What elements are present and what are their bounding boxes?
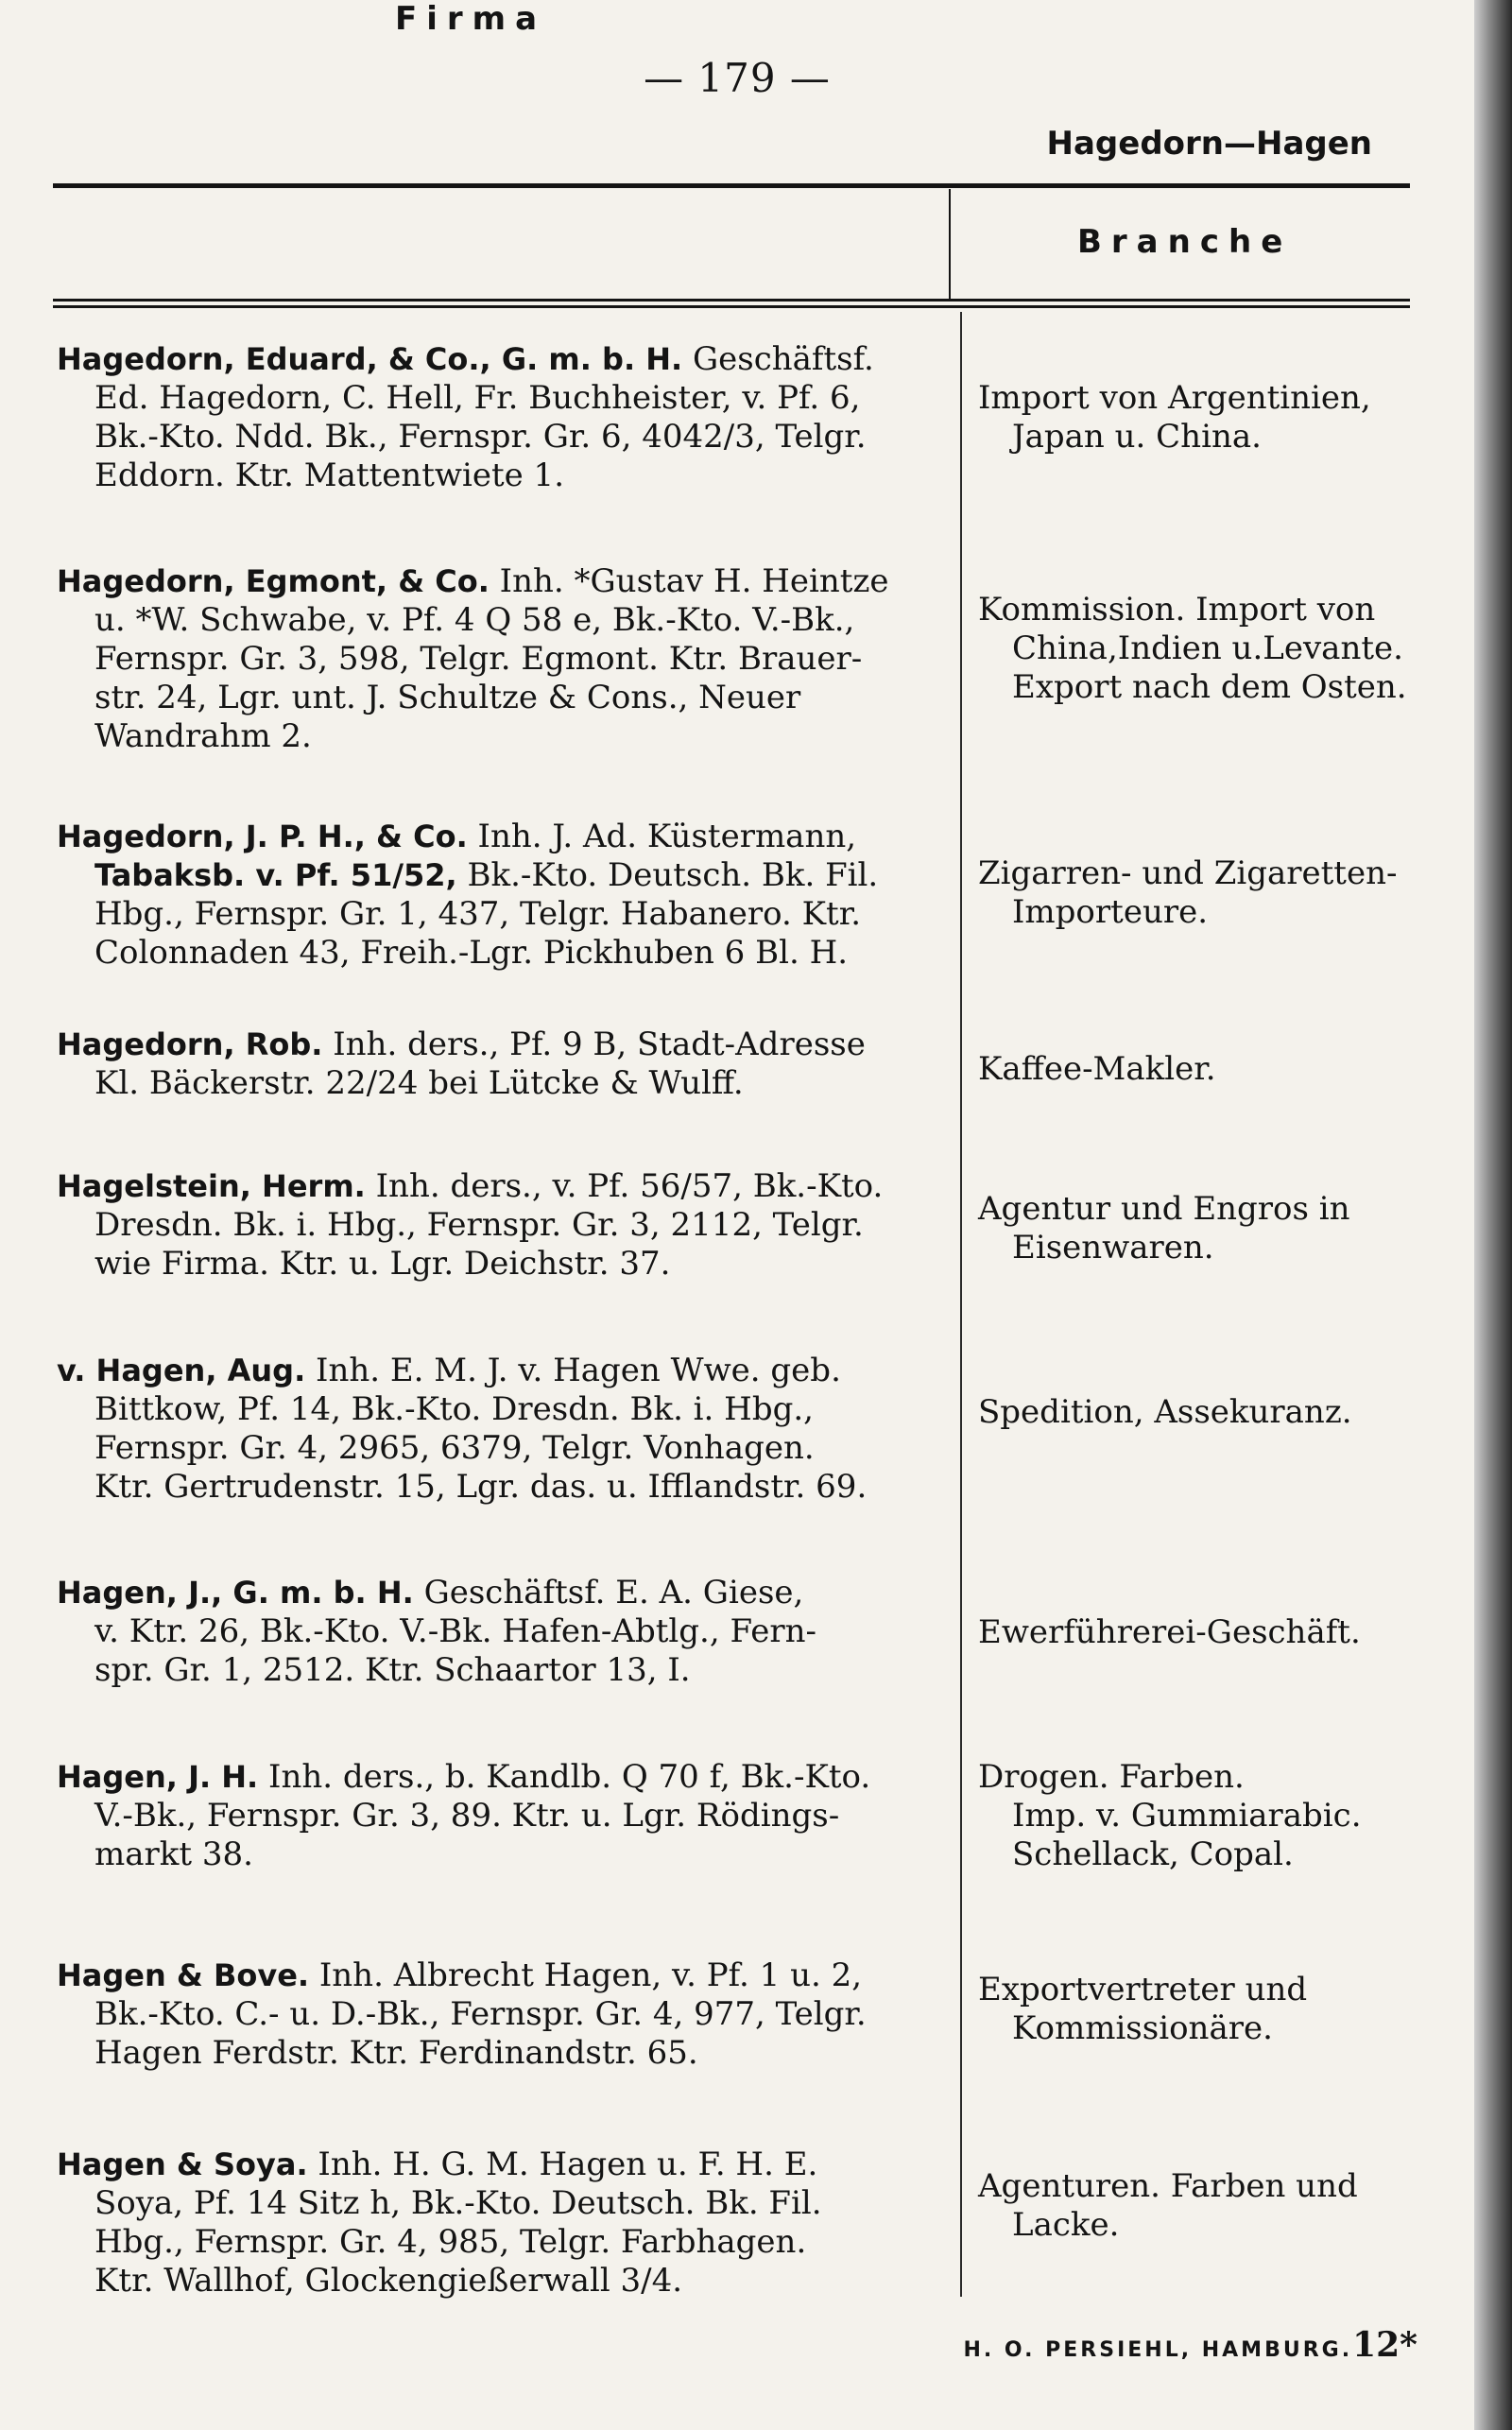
branche-line: Japan u. China.	[1012, 418, 1262, 456]
branche-text	[978, 2167, 1479, 2245]
firma-detail: Inh. *Gustav H. Heintze	[489, 562, 889, 600]
firma-detail: Colonnaden 43, Freih.-Lgr. Pickhuben 6 Bl. H.	[94, 934, 849, 972]
firma-detail: v. Ktr. 26, Bk.-Kto. V.-Bk. Hafen-Abtlg., Fern-	[94, 1612, 816, 1650]
firma-line	[57, 2184, 954, 2223]
branche-line: Zigarren- und Zigaretten-	[978, 854, 1398, 892]
firma-line	[57, 1574, 954, 1612]
firma-detail: Eddorn. Ktr. Mattentwiete 1.	[94, 457, 565, 494]
branche-line: Imp. v. Gummiarabic.	[1012, 1797, 1362, 1835]
firma-detail: Hbg., Fernspr. Gr. 4, 985, Telgr. Farbhagen.	[94, 2223, 807, 2261]
firma-text	[57, 1352, 954, 1507]
firma-line	[57, 1835, 954, 1874]
branche-text	[978, 1971, 1479, 2048]
firma-detail: Bk.-Kto. Deutsch. Bk. Fil.	[456, 856, 879, 894]
branche-text	[978, 1758, 1479, 1874]
firma-detail: Dresdn. Bk. i. Hbg., Fernspr. Gr. 3, 2112, Telgr.	[94, 1206, 864, 1244]
firma-detail: Bk.-Kto. C.- u. D.-Bk., Fernspr. Gr. 4, 977, Telgr.	[94, 1995, 867, 2033]
firma-text	[57, 562, 954, 756]
firma-detail: u. *W. Schwabe, v. Pf. 4 Q 58 e, Bk.-Kto. V.-Bk.,	[94, 601, 855, 639]
firm-name: v. Hagen, Aug.	[57, 1353, 306, 1388]
firma-detail: Geschäftsf. E. A. Giese,	[413, 1574, 804, 1611]
firma-line	[57, 340, 954, 379]
firma-detail: Ktr. Gertrudenstr. 15, Lgr. das. u. Ifflandstr. 69.	[94, 1468, 868, 1506]
firma-line	[57, 895, 954, 934]
firma-line	[57, 640, 954, 679]
firma-text	[57, 1758, 954, 1874]
firma-text	[57, 1167, 954, 1284]
branche-line: Lacke.	[1012, 2206, 1120, 2244]
firma-line	[57, 1995, 954, 2034]
firma-line	[57, 818, 954, 856]
firma-text	[57, 818, 954, 973]
column-header-firma: Firma	[395, 0, 547, 38]
branche-line: Spedition, Assekuranz.	[978, 1393, 1352, 1431]
branche-line: Ewerführerei-Geschäft.	[978, 1613, 1361, 1651]
column-divider-top	[949, 189, 951, 301]
firma-line	[57, 1758, 954, 1797]
firma-line	[57, 717, 954, 756]
branche-line: Eisenwaren.	[1012, 1229, 1214, 1267]
firma-detail: Bittkow, Pf. 14, Bk.-Kto. Dresdn. Bk. i. Hbg.,	[94, 1390, 814, 1428]
branche-line: Exportvertreter und	[978, 1971, 1308, 2008]
branche-line: Kaffee-Makler.	[978, 1050, 1216, 1088]
firma-line	[57, 1651, 954, 1690]
firm-name: Hagen, J., G. m. b. H.	[57, 1575, 414, 1611]
firma-detail: Inh. ders., Pf. 9 B, Stadt-Adresse	[322, 1025, 866, 1063]
firm-name: Hagedorn, Eduard, & Co., G. m. b. H.	[57, 341, 683, 377]
branche-line: Drogen. Farben.	[978, 1758, 1245, 1796]
firma-line	[57, 1429, 954, 1468]
firma-detail: Soya, Pf. 14 Sitz h, Bk.-Kto. Deutsch. Bk. Fil.	[94, 2184, 822, 2222]
firma-line	[57, 2223, 954, 2262]
firma-detail: Inh. E. M. J. v. Hagen Wwe. geb.	[305, 1352, 841, 1389]
firma-detail: Inh. ders., v. Pf. 56/57, Bk.-Kto.	[365, 1167, 884, 1205]
firm-name: Hagen & Bove.	[57, 1957, 310, 1993]
firm-name: Hagedorn, Egmont, & Co.	[57, 563, 490, 599]
firma-detail: Inh. J. Ad. Küstermann,	[467, 818, 857, 855]
firma-line	[57, 2146, 954, 2184]
firma-line	[57, 1956, 954, 1995]
firma-detail: markt 38.	[94, 1835, 253, 1873]
firma-line	[57, 856, 954, 895]
firma-detail: Hbg., Fernspr. Gr. 1, 437, Telgr. Habanero. Ktr.	[94, 895, 862, 933]
firma-detail: Fernspr. Gr. 4, 2965, 6379, Telgr. Vonhagen.	[94, 1429, 815, 1467]
firma-detail: Wandrahm 2.	[94, 717, 312, 755]
branche-line: Importeure.	[1012, 893, 1209, 931]
firma-line	[57, 2262, 954, 2301]
firma-line	[57, 562, 954, 601]
branche-text	[978, 1050, 1479, 1089]
branche-line: Kommissionäre.	[1012, 2009, 1273, 2047]
firma-detail: V.-Bk., Fernspr. Gr. 3, 89. Ktr. u. Lgr. Rödings-	[94, 1797, 840, 1835]
header-rule	[53, 183, 1410, 188]
branche-text	[978, 379, 1479, 457]
firma-line	[57, 2034, 954, 2073]
firma-line	[57, 679, 954, 717]
firma-detail: str. 24, Lgr. unt. J. Schultze & Cons., Neuer	[94, 679, 801, 716]
branche-text	[978, 1393, 1479, 1432]
firm-name: Hagedorn, Rob.	[57, 1026, 323, 1062]
firma-line	[57, 934, 954, 973]
firma-detail: Hagen Ferdstr. Ktr. Ferdinandstr. 65.	[94, 2034, 698, 2072]
page-number: — 179 —	[644, 55, 831, 101]
column-header-branche: Branche	[1077, 223, 1293, 261]
column-divider	[960, 312, 962, 2297]
firma-text	[57, 1956, 954, 2073]
firma-line	[57, 1025, 954, 1064]
firma-line	[57, 1245, 954, 1284]
firma-detail: Bk.-Kto. Ndd. Bk., Fernspr. Gr. 6, 4042/3, Telgr.	[94, 418, 867, 456]
firma-line	[57, 1352, 954, 1390]
firma-text	[57, 1574, 954, 1690]
firma-line	[57, 1064, 954, 1103]
firma-detail: Fernspr. Gr. 3, 598, Telgr. Egmont. Ktr. Brauer-	[94, 640, 863, 678]
firma-detail: Ed. Hagedorn, C. Hell, Fr. Buchheister, v. Pf. 6,	[94, 379, 861, 417]
running-head: Hagedorn—Hagen	[1046, 125, 1372, 163]
branche-text	[978, 1190, 1479, 1267]
firm-name: Hagen, J. H.	[57, 1759, 259, 1795]
firma-text	[57, 340, 954, 495]
firma-line	[57, 1206, 954, 1245]
firma-line	[57, 379, 954, 418]
firma-text	[57, 1025, 954, 1103]
branche-line: Agentur und Engros in	[978, 1190, 1350, 1228]
firma-line	[57, 1167, 954, 1206]
branche-line: Kommission. Import von	[978, 591, 1376, 629]
header-double-rule	[53, 299, 1410, 308]
branche-line: Import von Argentinien,	[978, 379, 1371, 417]
firma-line	[57, 601, 954, 640]
firma-detail: spr. Gr. 1, 2512. Ktr. Schaartor 13, I.	[94, 1651, 691, 1689]
firma-line	[57, 1612, 954, 1651]
firma-detail: Inh. Albrecht Hagen, v. Pf. 1 u. 2,	[309, 1956, 863, 1994]
firma-detail: Inh. H. G. M. Hagen u. F. H. E.	[307, 2146, 818, 2183]
branche-text	[978, 854, 1479, 932]
firm-name: Tabaksb. v. Pf. 51/52,	[94, 857, 457, 893]
printer-footer	[963, 2325, 1418, 2365]
branche-text	[978, 591, 1479, 707]
branche-line: Schellack, Copal.	[1012, 1835, 1294, 1873]
firm-name: Hagedorn, J. P. H., & Co.	[57, 819, 468, 854]
firma-line	[57, 1390, 954, 1429]
firma-line	[57, 457, 954, 495]
branche-text	[978, 1613, 1479, 1652]
firma-detail: Inh. ders., b. Kandlb. Q 70 f, Bk.-Kto.	[258, 1758, 871, 1796]
firma-detail: wie Firma. Ktr. u. Lgr. Deichstr. 37.	[94, 1245, 671, 1283]
firma-text	[57, 2146, 954, 2301]
publisher-imprint: H. O. PERSIEHL, HAMBURG.	[963, 2338, 1353, 2362]
signature-mark: 12*	[1352, 2325, 1418, 2365]
page-edge-shadow	[1474, 0, 1512, 2430]
firma-detail: Geschäftsf.	[682, 340, 874, 378]
branche-line: Agenturen. Farben und	[978, 2167, 1358, 2205]
firma-line	[57, 1797, 954, 1835]
firm-name: Hagen & Soya.	[57, 2146, 308, 2182]
branche-line: Export nach dem Osten.	[1012, 668, 1407, 706]
branche-line: China,Indien u.Levante.	[1012, 629, 1403, 667]
firm-name: Hagelstein, Herm.	[57, 1168, 366, 1204]
firma-line	[57, 1468, 954, 1507]
firma-line	[57, 418, 954, 457]
firma-detail: Kl. Bäckerstr. 22/24 bei Lütcke & Wulff.	[94, 1064, 744, 1102]
firma-detail: Ktr. Wallhof, Glockengießerwall 3/4.	[94, 2262, 683, 2300]
